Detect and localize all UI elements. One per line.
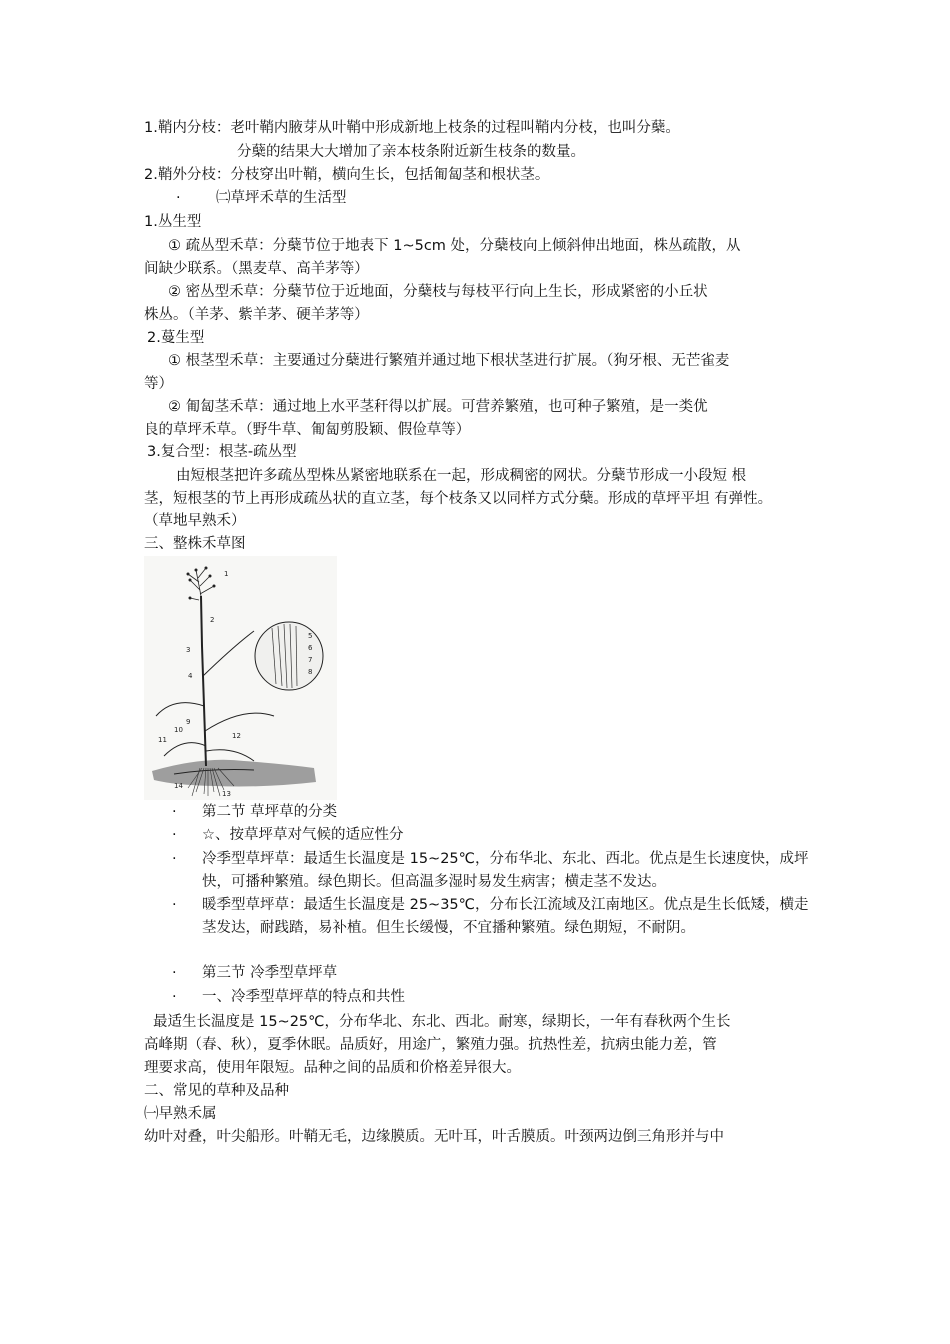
figure-label: 2 xyxy=(210,616,215,624)
text-line: 理要求高，使用年限短。品种之间的品质和价格差异很大。 xyxy=(144,1060,521,1076)
text-line: 茎，短根茎的节上再形成疏丛状的直立茎，每个枝条又以同样方式分蘖。形成的草坪平坦 有弹性。 xyxy=(144,491,773,507)
text-line: 间缺少联系。（黑麦草、高羊茅等） xyxy=(144,261,369,277)
bullet-dot: · xyxy=(172,897,177,913)
text-line: ① 疏丛型禾草：分蘖节位于地表下 1~5cm 处，分蘖枝向上倾斜伸出地面，株丛疏散，从 xyxy=(168,238,741,254)
text-line: ① 根茎型禾草：主要通过分蘖进行繁殖并通过地下根状茎进行扩展。（狗牙根、无芒雀麦 xyxy=(168,353,730,369)
bullet-text: 第二节 草坪草的分类 xyxy=(202,804,338,820)
text-line: 良的草坪禾草。（野牛草、匍匐剪股颖、假俭草等） xyxy=(144,422,471,438)
bullet-item xyxy=(172,824,822,847)
figure-label: 11 xyxy=(158,736,167,744)
figure-label: 4 xyxy=(188,672,193,680)
bullet-dot: · xyxy=(172,804,177,820)
figure-label: 14 xyxy=(174,782,183,790)
sub-heading: 3.复合型：根茎-疏丛型 xyxy=(147,444,297,460)
bullet-item xyxy=(172,848,822,894)
grass-plant-illustration xyxy=(144,556,337,800)
bullet-item xyxy=(172,894,822,963)
bullet-item xyxy=(172,962,822,985)
figure-label: 10 xyxy=(174,726,183,734)
figure-label: 12 xyxy=(232,732,241,740)
bullet-dot: · xyxy=(176,190,181,206)
bullet-dot: · xyxy=(172,989,177,1005)
figure-label: 1 xyxy=(224,570,229,578)
text-line: 2.鞘外分枝：分枝穿出叶鞘，横向生长，包括匍匐茎和根状茎。 xyxy=(144,167,550,183)
bullet-dot: · xyxy=(172,965,177,981)
figure-label: 13 xyxy=(222,790,231,798)
bullet-text: 冷季型草坪草：最适生长温度是 15~25℃，分布华北、东北、西北。优点是生长速度快，成坪快，可播种繁殖。绿色期长。但高温多湿时易发生病害；横走茎不发达。 xyxy=(202,851,809,890)
bullet-dot: · xyxy=(172,851,177,867)
section-heading: 三、整株禾草图 xyxy=(144,536,246,552)
bullet-text: 第三节 冷季型草坪草 xyxy=(202,965,338,981)
bullet-dot: · xyxy=(172,827,177,843)
grass-plant-figure xyxy=(144,556,337,800)
text-line: 等） xyxy=(144,376,173,392)
section-heading: 二、常见的草种及品种 xyxy=(144,1083,289,1099)
text-line: 1.鞘内分枝：老叶鞘内腋芽从叶鞘中形成新地上枝条的过程叫鞘内分枝，也叫分蘖。 xyxy=(144,120,680,136)
text-line: 由短根茎把许多疏丛型株丛紧密地联系在一起，形成稠密的网状。分蘖节形成一小段短 根 xyxy=(176,468,747,484)
sub-heading: 2.蔓生型 xyxy=(147,330,205,346)
figure-label: 5 xyxy=(308,632,313,640)
text-line: ② 密丛型禾草：分蘖节位于近地面，分蘖枝与每枝平行向上生长，形成紧密的小丘状 xyxy=(168,284,708,300)
figure-label: 3 xyxy=(186,646,191,654)
text-line: ② 匍匐茎禾草：通过地上水平茎秆得以扩展。可营养繁殖，也可种子繁殖，是一类优 xyxy=(168,399,708,415)
figure-label: 8 xyxy=(308,668,313,676)
bullet-text: ☆、按草坪草对气候的适应性分 xyxy=(202,827,404,843)
text-line: （草地早熟禾） xyxy=(144,513,246,529)
figure-label: 9 xyxy=(186,718,191,726)
sub-heading: 1.丛生型 xyxy=(144,214,202,230)
bullet-text: 一、冷季型草坪草的特点和共性 xyxy=(202,989,405,1005)
text-line: 高峰期（春、秋），夏季休眠。品质好，用途广，繁殖力强。抗热性差，抗病虫能力差，管 xyxy=(144,1037,717,1053)
figure-label: 7 xyxy=(308,656,313,664)
bullet-item xyxy=(172,801,822,824)
section-heading: ㈡草坪禾草的生活型 xyxy=(216,190,347,206)
text-line: 最适生长温度是 15~25℃，分布华北、东北、西北。耐寒，绿期长，一年有春秋两个生长 xyxy=(153,1014,731,1030)
text-line: 幼叶对叠，叶尖船形。叶鞘无毛，边缘膜质。无叶耳，叶舌膜质。叶颈两边倒三角形并与中 xyxy=(144,1129,724,1145)
text-line: 株丛。（羊茅、紫羊茅、硬羊茅等） xyxy=(144,307,369,323)
sub-heading: ㈠早熟禾属 xyxy=(144,1106,217,1122)
bullet-item xyxy=(172,986,822,1009)
text-line: 分蘖的结果大大增加了亲本枝条附近新生枝条的数量。 xyxy=(237,144,585,160)
bullet-text: 暖季型草坪草：最适生长温度是 25~35℃，分布长江流域及江南地区。优点是生长低矮，横走茎发达，耐践踏，易补植。但生长缓慢，不宜播种繁殖。绿色期短，不耐阴。 xyxy=(202,897,809,936)
figure-label: 6 xyxy=(308,644,313,652)
